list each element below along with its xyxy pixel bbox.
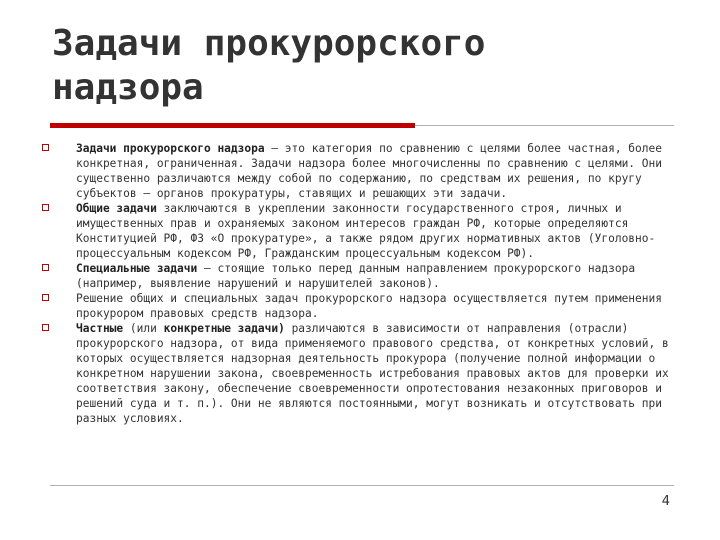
- bullet-text: различаются в зависимости от направления (отрасли) прокурорского надзора, от вида применяемого правового средства, от конкретных условий, в которых осуществляется надзорная деятельность прокурора (получение полной информации о конкретном нарушении закона, своевременность истребования правовых актов для проверки их соответствия закону, обеспечение своевременности опротестования незаконных приговоров и решений суда и т. п.). Они не являются постоянными, могут возникать и отсутствовать при разных условиях.: [76, 322, 669, 425]
- bullet-text: Решение общих и специальных задач прокурорского надзора осуществляется путем применения прокурором правовых средств надзора.: [76, 292, 662, 320]
- square-bullet-icon: [42, 264, 49, 271]
- bullet-item: [42, 291, 692, 321]
- bullet-text-bold: Общие задачи: [76, 202, 157, 215]
- square-bullet-icon: [42, 144, 49, 151]
- bullet-text: (или: [123, 322, 164, 335]
- title-divider-line: [415, 125, 674, 126]
- square-bullet-icon: [42, 204, 49, 211]
- bullet-text: заключаются в укреплении законности государственного строя, личных и имущественных прав и охраняемых законом интересов граждан РФ, которые определяются Конституцией РФ, ФЗ «О прокуратуре», а также рядом других нормативных актов (Уголовно-процессуальным кодексом РФ, Гражданским процессуальным кодексом РФ).: [76, 202, 656, 260]
- bullet-list: [42, 141, 692, 426]
- bullet-text-bold: конкретные задачи): [163, 322, 285, 335]
- bullet-text-bold: Частные: [76, 322, 124, 335]
- bullet-item: [42, 141, 692, 201]
- bullet-text-bold: Специальные задачи: [76, 262, 198, 275]
- bullet-item: [42, 201, 692, 261]
- square-bullet-icon: [42, 294, 49, 301]
- bullet-text-bold: Задачи прокурорского надзора: [76, 142, 265, 155]
- title-divider-accent: [50, 123, 415, 128]
- bullet-item: [42, 261, 692, 291]
- footer-divider: [50, 485, 674, 486]
- slide-title: Задачи прокурорского надзора: [52, 23, 486, 108]
- bullet-text: – это категория по сравнению с целями более частная, более конкретная, ограниченная. Задачи надзора более многочисленны по сравнению с целями. Они существенно различаются между собой по содержанию, по средствам их решения, по кругу субъектов – органов прокуратуры, ставящих и решающих эти задачи.: [76, 142, 662, 200]
- bullet-item: [42, 321, 692, 426]
- title-divider: [50, 123, 674, 128]
- square-bullet-icon: [42, 324, 49, 331]
- page-number: 4: [661, 494, 670, 509]
- bullet-text: – стоящие только перед данным направлением прокурорского надзора (например, выявление нарушений и нарушителей законов).: [76, 262, 636, 290]
